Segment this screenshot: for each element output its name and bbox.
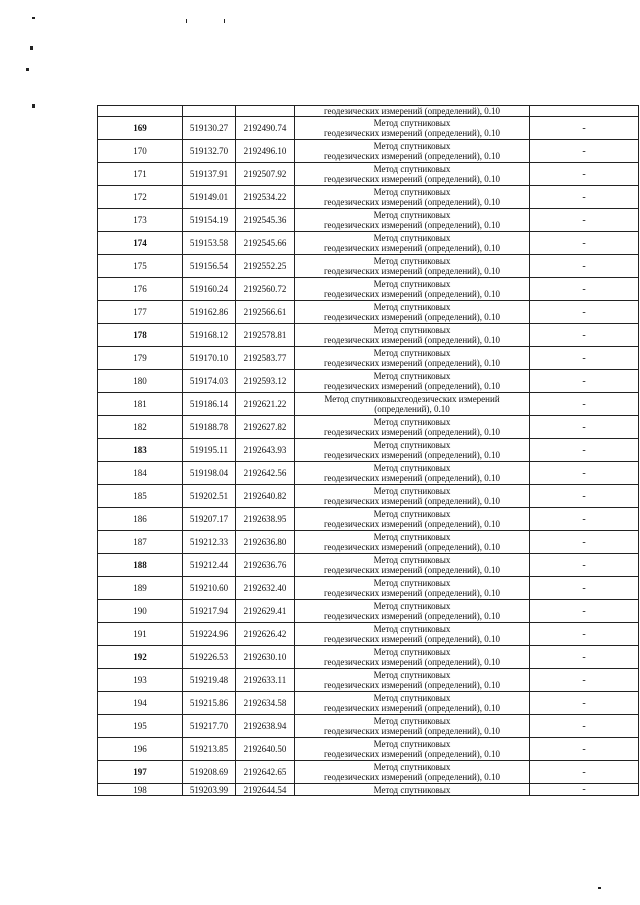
method-cell: геодезических измерений (определений), 0.10 <box>295 106 530 117</box>
method-line-1: Метод спутниковых <box>373 532 451 542</box>
note-cell: - <box>530 669 639 692</box>
scan-artifact <box>30 46 33 50</box>
table-row <box>98 209 639 232</box>
point-number-cell: 179 <box>98 347 183 370</box>
note-cell: - <box>530 646 639 669</box>
method-line-2: геодезических измерений (определений), 0.10 <box>323 542 501 552</box>
note-cell: - <box>530 301 639 324</box>
method-cell <box>295 669 530 692</box>
method-line-1: Метод спутниковых <box>373 371 451 381</box>
point-number-cell: 176 <box>98 278 183 301</box>
note-cell: - <box>530 462 639 485</box>
table-row <box>98 278 639 301</box>
table-row <box>98 301 639 324</box>
x-coordinate-cell: 519207.17 <box>183 508 236 531</box>
method-line-1: Метод спутниковых <box>373 624 451 634</box>
point-number-cell: 182 <box>98 416 183 439</box>
method-line-2: геодезических измерений (определений), 0.10 <box>323 565 501 575</box>
point-number-cell: 186 <box>98 508 183 531</box>
y-coordinate-cell: 2192545.36 <box>236 209 295 232</box>
point-number-cell: 195 <box>98 715 183 738</box>
point-number-cell: 196 <box>98 738 183 761</box>
x-coordinate-cell: 519212.44 <box>183 554 236 577</box>
y-coordinate-cell: 2192640.50 <box>236 738 295 761</box>
x-coordinate-cell: 519215.86 <box>183 692 236 715</box>
y-coordinate-cell: 2192642.65 <box>236 761 295 784</box>
note-cell: - <box>530 623 639 646</box>
x-coordinate-cell: 519156.54 <box>183 255 236 278</box>
method-line-1: Метод спутниковых <box>373 463 451 473</box>
table-row <box>98 646 639 669</box>
note-cell: - <box>530 140 639 163</box>
x-coordinate-cell <box>183 106 236 117</box>
method-cell <box>295 554 530 577</box>
x-coordinate-cell: 519188.78 <box>183 416 236 439</box>
method-line-2: геодезических измерений (определений), 0.10 <box>323 381 501 391</box>
y-coordinate-cell: 2192626.42 <box>236 623 295 646</box>
table-row <box>98 554 639 577</box>
table-row <box>98 669 639 692</box>
note-cell: - <box>530 347 639 370</box>
method-cell <box>295 370 530 393</box>
point-number-cell: 178 <box>98 324 183 347</box>
table-row <box>98 140 639 163</box>
method-cell <box>295 232 530 255</box>
note-cell: - <box>530 761 639 784</box>
point-number-cell: 191 <box>98 623 183 646</box>
point-number-cell: 198 <box>98 784 183 796</box>
point-number-cell: 183 <box>98 439 183 462</box>
method-cell <box>295 416 530 439</box>
note-cell: - <box>530 393 639 416</box>
x-coordinate-cell: 519203.99 <box>183 784 236 796</box>
method-line-2: геодезических измерений (определений), 0.10 <box>323 519 501 529</box>
method-line-2: геодезических измерений (определений), 0.10 <box>323 726 501 736</box>
method-line-2: геодезических измерений (определений), 0.10 <box>323 151 501 161</box>
table-row <box>98 255 639 278</box>
point-number-cell: 177 <box>98 301 183 324</box>
method-line-2: геодезических измерений (определений), 0.10 <box>323 611 501 621</box>
method-line-2: (определений), 0.10 <box>374 404 450 414</box>
y-coordinate-cell: 2192638.94 <box>236 715 295 738</box>
method-line-1: Метод спутниковых <box>373 716 451 726</box>
method-line-1: Метод спутниковых <box>373 233 451 243</box>
method-line-2: геодезических измерений (определений), 0.10 <box>323 772 501 782</box>
table-row <box>98 370 639 393</box>
method-line-2: геодезических измерений (определений), 0.10 <box>323 473 501 483</box>
note-cell: - <box>530 439 639 462</box>
y-coordinate-cell: 2192644.54 <box>236 784 295 796</box>
y-coordinate-cell: 2192643.93 <box>236 439 295 462</box>
y-coordinate-cell: 2192630.10 <box>236 646 295 669</box>
point-number-cell: 173 <box>98 209 183 232</box>
note-cell: - <box>530 600 639 623</box>
method-cell <box>295 738 530 761</box>
y-coordinate-cell: 2192633.11 <box>236 669 295 692</box>
point-number-cell: 187 <box>98 531 183 554</box>
note-cell: - <box>530 232 639 255</box>
y-coordinate-cell: 2192634.58 <box>236 692 295 715</box>
point-number-cell: 169 <box>98 117 183 140</box>
x-coordinate-cell: 519213.85 <box>183 738 236 761</box>
method-line-1: Метод спутниковых <box>373 256 451 266</box>
table-row <box>98 117 639 140</box>
method-line-1: Метод спутниковых <box>373 302 451 312</box>
note-cell: - <box>530 209 639 232</box>
x-coordinate-cell: 519154.19 <box>183 209 236 232</box>
method-cell <box>295 623 530 646</box>
method-cell <box>295 577 530 600</box>
method-cell <box>295 692 530 715</box>
point-number-cell: 175 <box>98 255 183 278</box>
method-line-1: Метод спутниковых <box>373 601 451 611</box>
method-cell <box>295 117 530 140</box>
y-coordinate-cell: 2192621.22 <box>236 393 295 416</box>
point-number-cell: 170 <box>98 140 183 163</box>
method-cell <box>295 255 530 278</box>
x-coordinate-cell: 519162.86 <box>183 301 236 324</box>
y-coordinate-cell: 2192560.72 <box>236 278 295 301</box>
y-coordinate-cell: 2192638.95 <box>236 508 295 531</box>
method-line-1: Метод спутниковых <box>373 578 451 588</box>
y-coordinate-cell: 2192545.66 <box>236 232 295 255</box>
y-coordinate-cell <box>236 106 295 117</box>
method-line-2: геодезических измерений (определений), 0.10 <box>323 197 501 207</box>
table-row <box>98 485 639 508</box>
x-coordinate-cell: 519186.14 <box>183 393 236 416</box>
note-cell: - <box>530 738 639 761</box>
table-row <box>98 416 639 439</box>
scan-artifact <box>32 17 35 19</box>
table-row <box>98 106 639 117</box>
method-cell <box>295 485 530 508</box>
method-line-1: Метод спутниковых <box>373 164 451 174</box>
method-line-2: геодезических измерений (определений), 0.10 <box>323 289 501 299</box>
table-row <box>98 393 639 416</box>
method-cell <box>295 462 530 485</box>
table-row <box>98 623 639 646</box>
method-line-1: Метод спутниковых <box>373 210 451 220</box>
method-cell <box>295 186 530 209</box>
method-line-1: Метод спутниковых <box>373 279 451 289</box>
note-cell: - <box>530 485 639 508</box>
note-cell: - <box>530 554 639 577</box>
y-coordinate-cell: 2192566.61 <box>236 301 295 324</box>
method-cell <box>295 209 530 232</box>
table-row <box>98 738 639 761</box>
table-row <box>98 232 639 255</box>
x-coordinate-cell: 519212.33 <box>183 531 236 554</box>
note-cell: - <box>530 370 639 393</box>
table-row <box>98 163 639 186</box>
method-line-2: геодезических измерений (определений), 0.10 <box>323 450 501 460</box>
table-row <box>98 508 639 531</box>
table-row <box>98 439 639 462</box>
table-row <box>98 600 639 623</box>
scan-artifact <box>32 104 35 108</box>
method-line-1: Метод спутниковых <box>373 739 451 749</box>
method-line-1: Метод спутниковых <box>373 670 451 680</box>
scan-artifact <box>598 887 601 889</box>
method-line-2: геодезических измерений (определений), 0.10 <box>323 496 501 506</box>
point-number-cell: 197 <box>98 761 183 784</box>
method-line-1: Метод спутниковых <box>373 509 451 519</box>
table-row <box>98 462 639 485</box>
method-line-2: геодезических измерений (определений), 0.10 <box>323 680 501 690</box>
method-cell <box>295 393 530 416</box>
y-coordinate-cell: 2192642.56 <box>236 462 295 485</box>
table-row <box>98 577 639 600</box>
method-cell <box>295 324 530 347</box>
x-coordinate-cell: 519149.01 <box>183 186 236 209</box>
method-line-1: Метод спутниковых <box>373 555 451 565</box>
point-number-cell: 185 <box>98 485 183 508</box>
method-line-1: Метод спутниковых <box>373 762 451 772</box>
note-cell: - <box>530 692 639 715</box>
point-number-cell: 193 <box>98 669 183 692</box>
method-line-1: Метод спутниковых <box>373 141 451 151</box>
method-line-1: Метод спутниковых <box>373 486 451 496</box>
note-cell: - <box>530 278 639 301</box>
x-coordinate-cell: 519210.60 <box>183 577 236 600</box>
x-coordinate-cell: 519130.27 <box>183 117 236 140</box>
method-line-2: геодезических измерений (определений), 0.10 <box>323 220 501 230</box>
note-cell: - <box>530 163 639 186</box>
method-line-2: геодезических измерений (определений), 0.10 <box>323 427 501 437</box>
x-coordinate-cell: 519160.24 <box>183 278 236 301</box>
point-number-cell: 188 <box>98 554 183 577</box>
note-cell: - <box>530 255 639 278</box>
x-coordinate-cell: 519195.11 <box>183 439 236 462</box>
method-line-1: Метод спутниковых <box>373 647 451 657</box>
method-cell <box>295 646 530 669</box>
x-coordinate-cell: 519137.91 <box>183 163 236 186</box>
method-cell <box>295 439 530 462</box>
point-number-cell: 190 <box>98 600 183 623</box>
table-row <box>98 761 639 784</box>
method-cell <box>295 163 530 186</box>
point-number-cell: 184 <box>98 462 183 485</box>
method-line-2: геодезических измерений (определений), 0.10 <box>323 335 501 345</box>
method-line-2: геодезических измерений (определений), 0.10 <box>323 174 501 184</box>
y-coordinate-cell: 2192578.81 <box>236 324 295 347</box>
y-coordinate-cell: 2192636.76 <box>236 554 295 577</box>
x-coordinate-cell: 519219.48 <box>183 669 236 692</box>
x-coordinate-cell: 519168.12 <box>183 324 236 347</box>
method-line-1: Метод спутниковых <box>373 417 451 427</box>
x-coordinate-cell: 519202.51 <box>183 485 236 508</box>
point-number-cell: 172 <box>98 186 183 209</box>
method-line-2: геодезических измерений (определений), 0.10 <box>323 588 501 598</box>
note-cell: - <box>530 186 639 209</box>
scan-artifact <box>26 68 29 71</box>
point-number-cell <box>98 106 183 117</box>
method-cell <box>295 761 530 784</box>
x-coordinate-cell: 519174.03 <box>183 370 236 393</box>
point-number-cell: 180 <box>98 370 183 393</box>
x-coordinate-cell: 519153.58 <box>183 232 236 255</box>
note-cell: - <box>530 324 639 347</box>
method-line-1: Метод спутниковых <box>373 693 451 703</box>
table-row <box>98 186 639 209</box>
x-coordinate-cell: 519217.70 <box>183 715 236 738</box>
note-cell: - <box>530 715 639 738</box>
method-line-2: геодезических измерений (определений), 0.10 <box>323 358 501 368</box>
method-line-1: Метод спутниковых <box>373 118 451 128</box>
x-coordinate-cell: 519132.70 <box>183 140 236 163</box>
x-coordinate-cell: 519217.94 <box>183 600 236 623</box>
table-row <box>98 531 639 554</box>
x-coordinate-cell: 519224.96 <box>183 623 236 646</box>
table-row <box>98 715 639 738</box>
y-coordinate-cell: 2192636.80 <box>236 531 295 554</box>
y-coordinate-cell: 2192552.25 <box>236 255 295 278</box>
table-row <box>98 324 639 347</box>
method-line-2: геодезических измерений (определений), 0.10 <box>323 634 501 644</box>
method-cell: Метод спутниковых <box>295 784 530 796</box>
note-cell: - <box>530 531 639 554</box>
method-line-2: геодезических измерений (определений), 0.10 <box>323 749 501 759</box>
method-cell <box>295 347 530 370</box>
point-number-cell: 194 <box>98 692 183 715</box>
method-cell <box>295 600 530 623</box>
y-coordinate-cell: 2192490.74 <box>236 117 295 140</box>
y-coordinate-cell: 2192640.82 <box>236 485 295 508</box>
y-coordinate-cell: 2192496.10 <box>236 140 295 163</box>
note-cell <box>530 106 639 117</box>
method-line-2: геодезических измерений (определений), 0.10 <box>323 657 501 667</box>
method-line-2: геодезических измерений (определений), 0.10 <box>323 128 501 138</box>
point-number-cell: 181 <box>98 393 183 416</box>
method-cell <box>295 715 530 738</box>
note-cell: - <box>530 416 639 439</box>
y-coordinate-cell: 2192629.41 <box>236 600 295 623</box>
method-line-2: геодезических измерений (определений), 0.10 <box>323 312 501 322</box>
table-row <box>98 347 639 370</box>
note-cell: - <box>530 117 639 140</box>
y-coordinate-cell: 2192534.22 <box>236 186 295 209</box>
method-line-1: Метод спутниковых <box>373 440 451 450</box>
note-cell: - <box>530 577 639 600</box>
coordinates-table <box>97 105 639 796</box>
method-line-1: Метод спутниковых <box>373 187 451 197</box>
method-line-2: геодезических измерений (определений), 0.10 <box>323 266 501 276</box>
method-line-2: геодезических измерений (определений), 0.10 <box>323 703 501 713</box>
method-line-1: Метод спутниковыхгеодезических измерений <box>324 394 500 404</box>
x-coordinate-cell: 519198.04 <box>183 462 236 485</box>
method-line-2: геодезических измерений (определений), 0.10 <box>323 243 501 253</box>
y-coordinate-cell: 2192627.82 <box>236 416 295 439</box>
point-number-cell: 171 <box>98 163 183 186</box>
point-number-cell: 189 <box>98 577 183 600</box>
x-coordinate-cell: 519170.10 <box>183 347 236 370</box>
method-cell <box>295 531 530 554</box>
scan-artifact <box>224 19 225 23</box>
y-coordinate-cell: 2192583.77 <box>236 347 295 370</box>
method-cell <box>295 508 530 531</box>
note-cell: - <box>530 784 639 796</box>
x-coordinate-cell: 519208.69 <box>183 761 236 784</box>
method-cell <box>295 278 530 301</box>
method-line-1: Метод спутниковых <box>373 348 451 358</box>
method-cell <box>295 140 530 163</box>
point-number-cell: 174 <box>98 232 183 255</box>
y-coordinate-cell: 2192632.40 <box>236 577 295 600</box>
table-row <box>98 784 639 796</box>
point-number-cell: 192 <box>98 646 183 669</box>
y-coordinate-cell: 2192593.12 <box>236 370 295 393</box>
y-coordinate-cell: 2192507.92 <box>236 163 295 186</box>
table-row <box>98 692 639 715</box>
note-cell: - <box>530 508 639 531</box>
x-coordinate-cell: 519226.53 <box>183 646 236 669</box>
scan-artifact <box>186 19 187 23</box>
method-cell <box>295 301 530 324</box>
method-line-1: Метод спутниковых <box>373 325 451 335</box>
